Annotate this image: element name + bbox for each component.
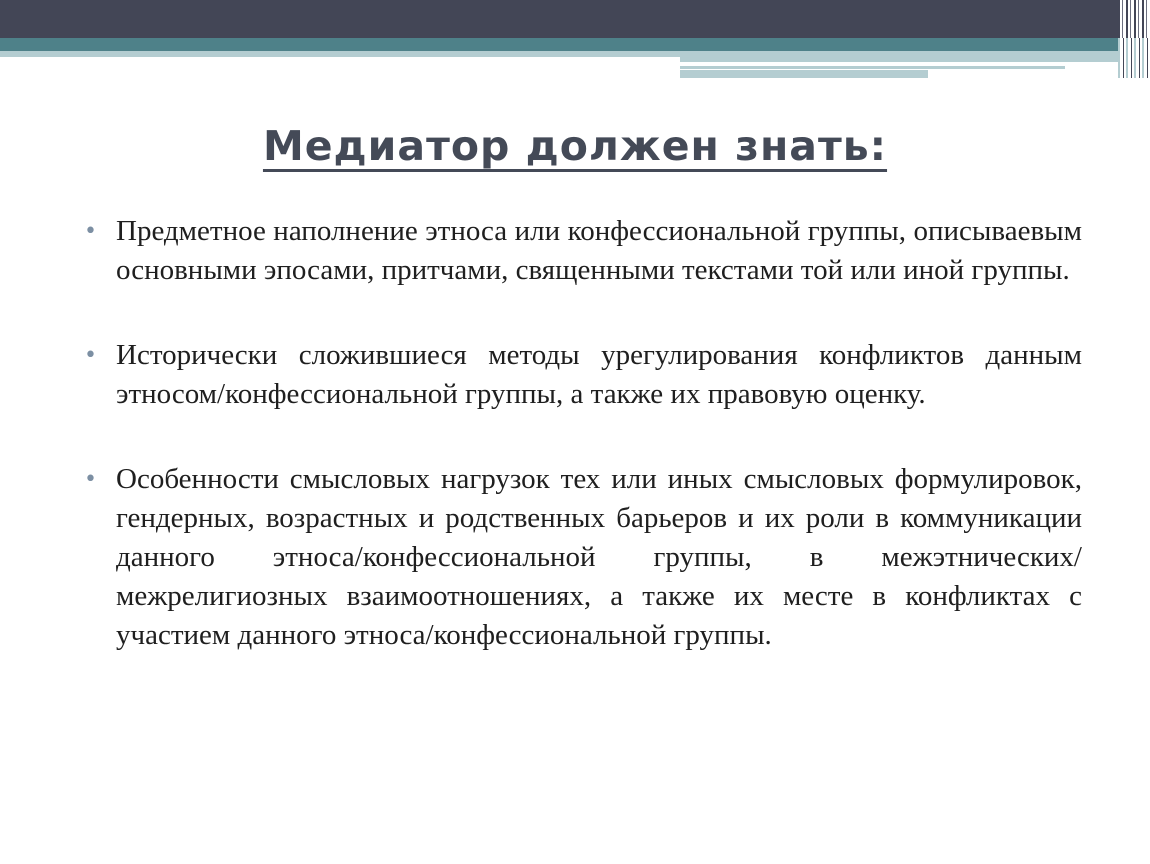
bullet-item: • Предметное наполнение этноса или конфессиональной группы, описываевым основными эпосами, притчами, священными текстами той или иной группы. bbox=[84, 212, 1082, 290]
header-band-dark bbox=[0, 0, 1118, 38]
header-band-teal bbox=[0, 38, 1118, 51]
bullet-item: • Особенности смысловых нагрузок тех или иных смысловых формулировок, гендерных, возрастных и родственных барьеров и их роли в коммуникации данного этноса/конфессиональной группы, в межэтнических/межрелигиозных взаимоотношениях, а также их месте в конфликтах с участием данного этноса/конфессиональной группы. bbox=[84, 460, 1082, 655]
header-stripes-decoration bbox=[1118, 0, 1150, 38]
slide-title-text: Медиатор должен знать: bbox=[262, 122, 888, 170]
header-band-light bbox=[680, 51, 1118, 62]
bullet-list bbox=[84, 212, 1082, 701]
bullet-item: • Исторически сложившиеся методы урегулирования конфликтов данным этносом/конфессиональной группы, а также их правовую оценку. bbox=[84, 336, 1082, 414]
header-band-light bbox=[0, 51, 680, 57]
slide-title bbox=[0, 122, 1150, 170]
header-band-light bbox=[680, 66, 1065, 69]
header-band-light bbox=[680, 70, 928, 78]
